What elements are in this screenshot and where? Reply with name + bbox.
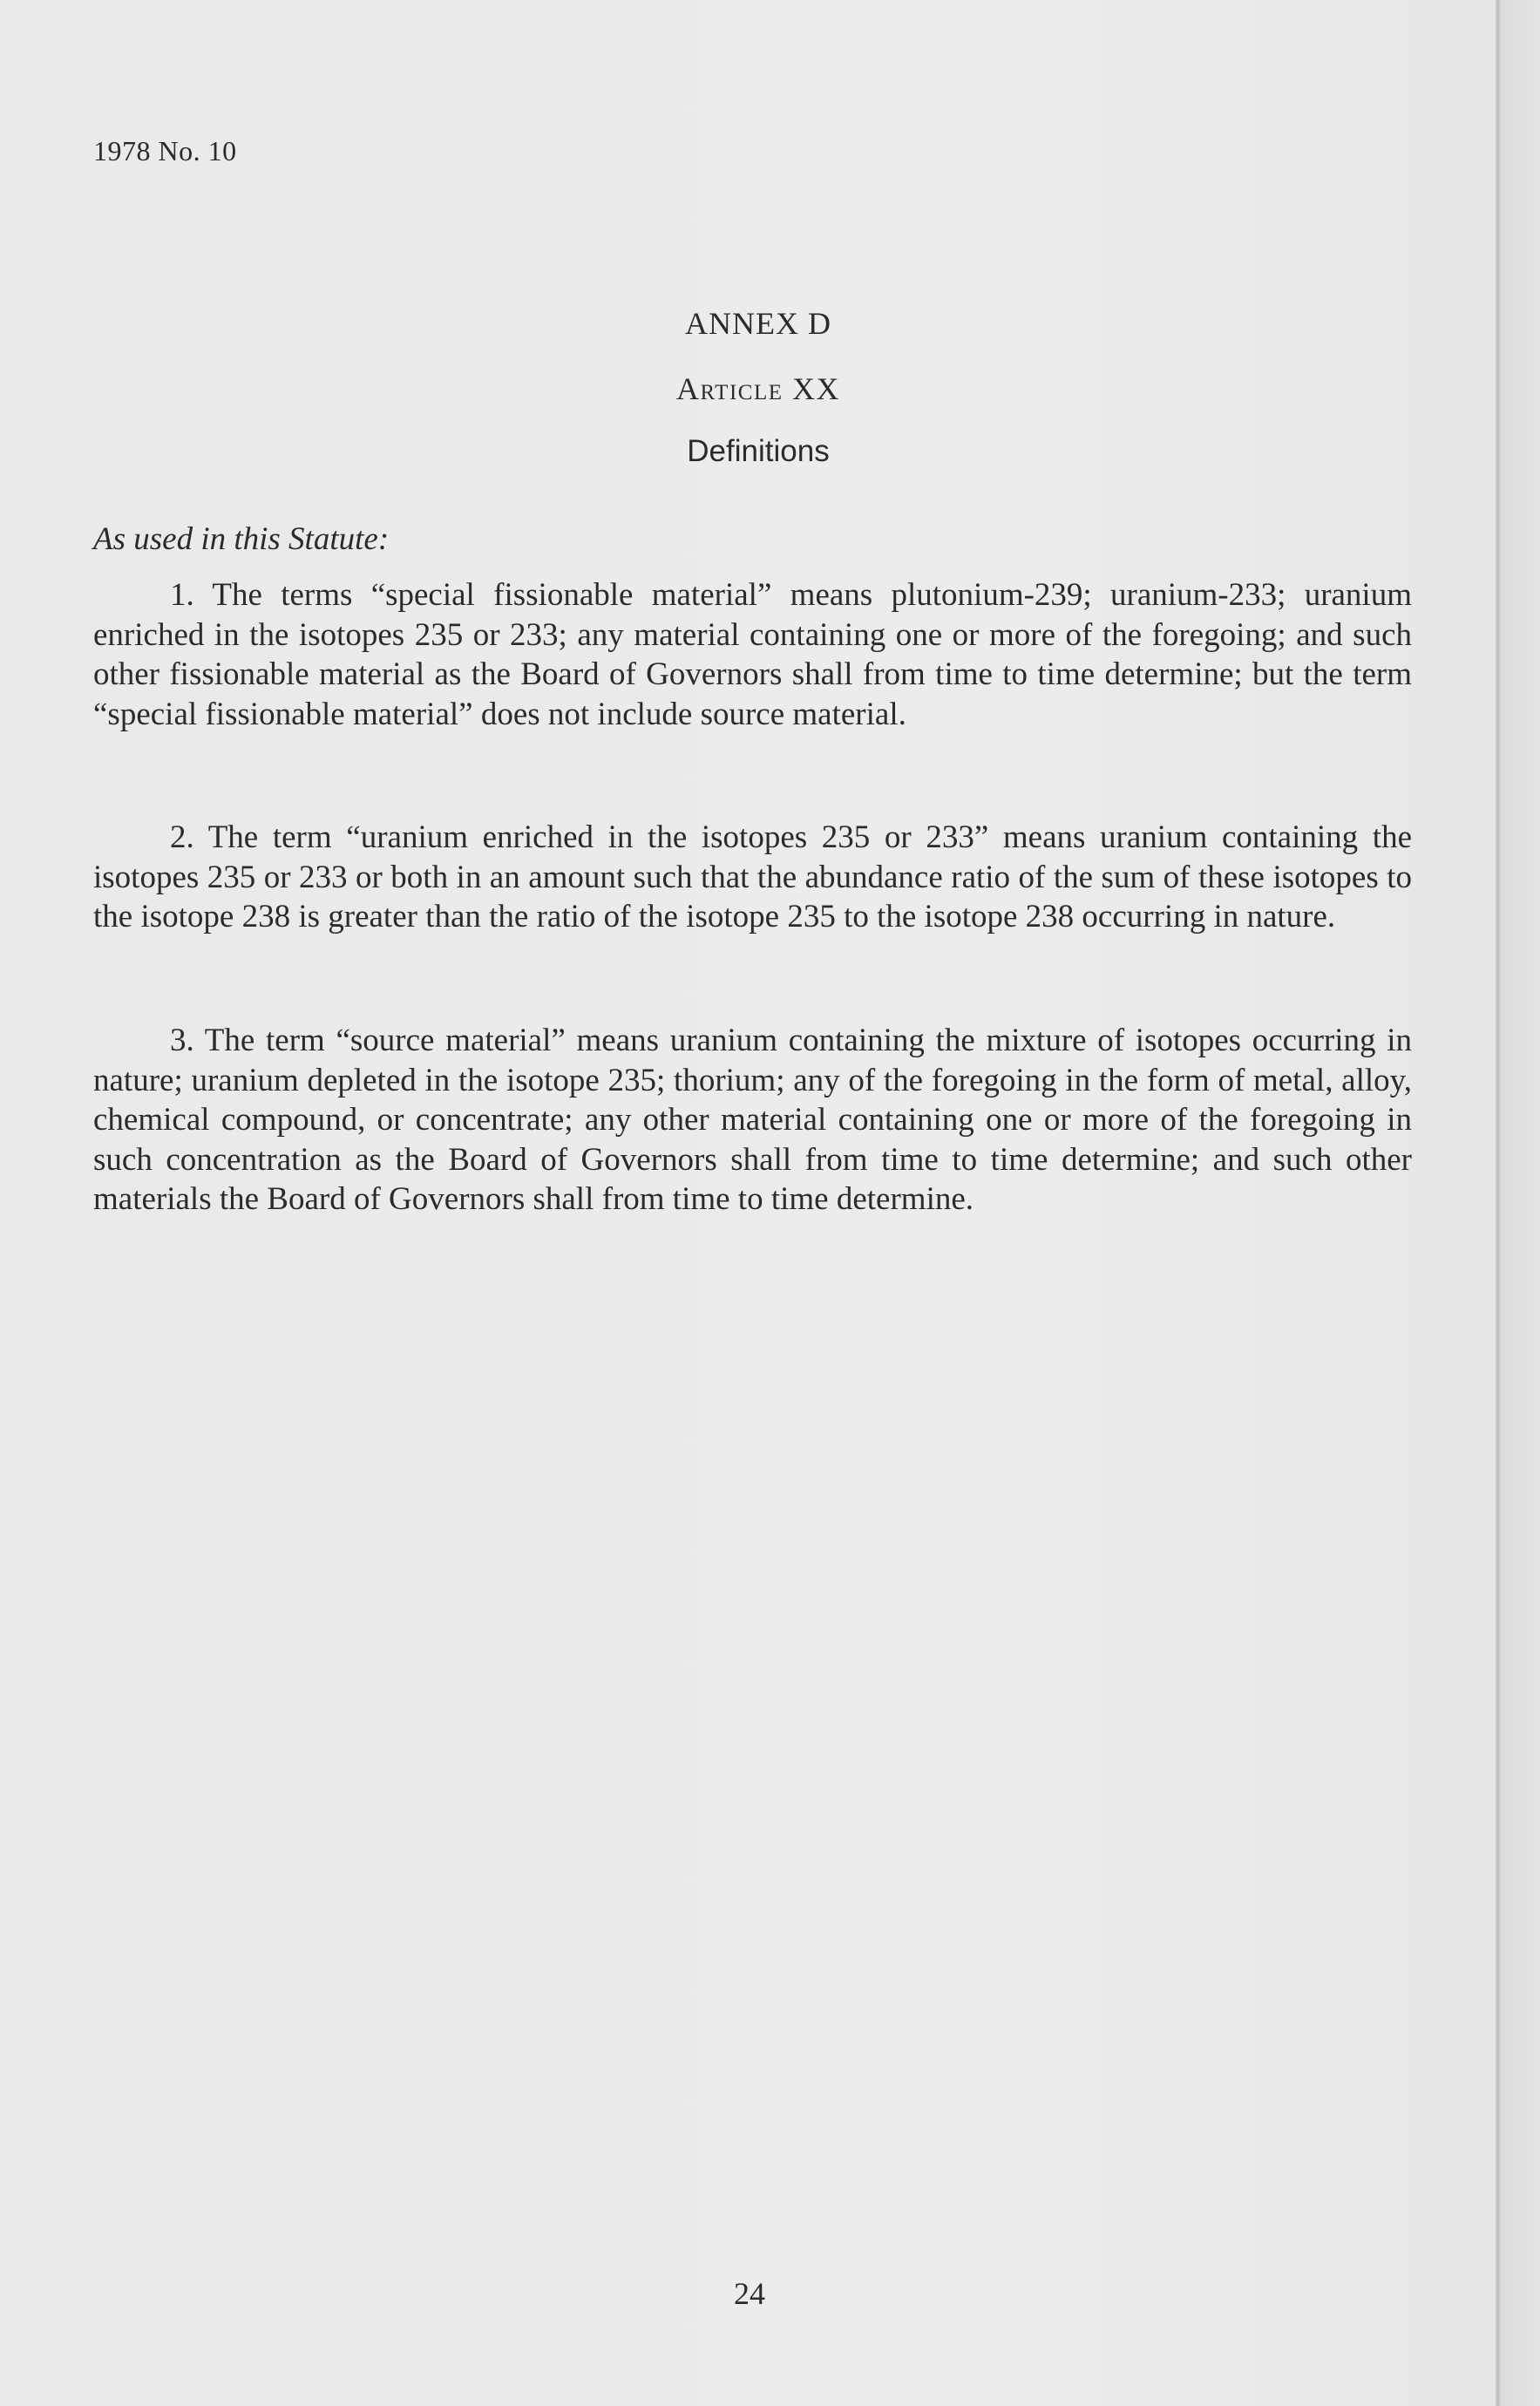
paragraph-3: 3. The term “source material” means uranium containing the mixture of isotopes occurring in nature; uranium depleted in the isotope 235; thorium; any of the foregoing in the form of metal, alloy, chemical compound, or concentrate; any other material containing one or more of the foregoing in such concentration as the Board of Governors shall from time to time determine; and such other materials the Board of Governors shall from time to time determine. <box>93 1023 1412 1217</box>
header-reference: 1978 No. 10 <box>93 135 237 167</box>
intro-text: As used in this Statute: <box>93 521 390 557</box>
paragraph-1: 1. The terms “special fissionable material” means plutonium-239; uranium-233; uranium enriched in the isotopes 235 or 233; any material containing one or more of the foregoing; and such other fissionable material as the Board of Governors shall from time to time determine; but the term “special fissionable material” does not include source material. <box>93 577 1412 732</box>
annex-title: ANNEX D <box>685 306 831 341</box>
paragraph-2: 2. The term “uranium enriched in the isotopes 235 or 233” means uranium containing the isotopes 235 or 233 or both in an amount such that the abundance ratio of the sum of these isotopes to the isotope 238 is greater than the ratio of the isotope 235 to the isotope 238 occurring in nature. <box>93 819 1412 935</box>
page-number: 24 <box>734 2276 765 2311</box>
article-title: Article XX <box>676 371 840 406</box>
next-page-edge <box>1501 0 1540 2406</box>
section-title: Definitions <box>687 434 830 468</box>
